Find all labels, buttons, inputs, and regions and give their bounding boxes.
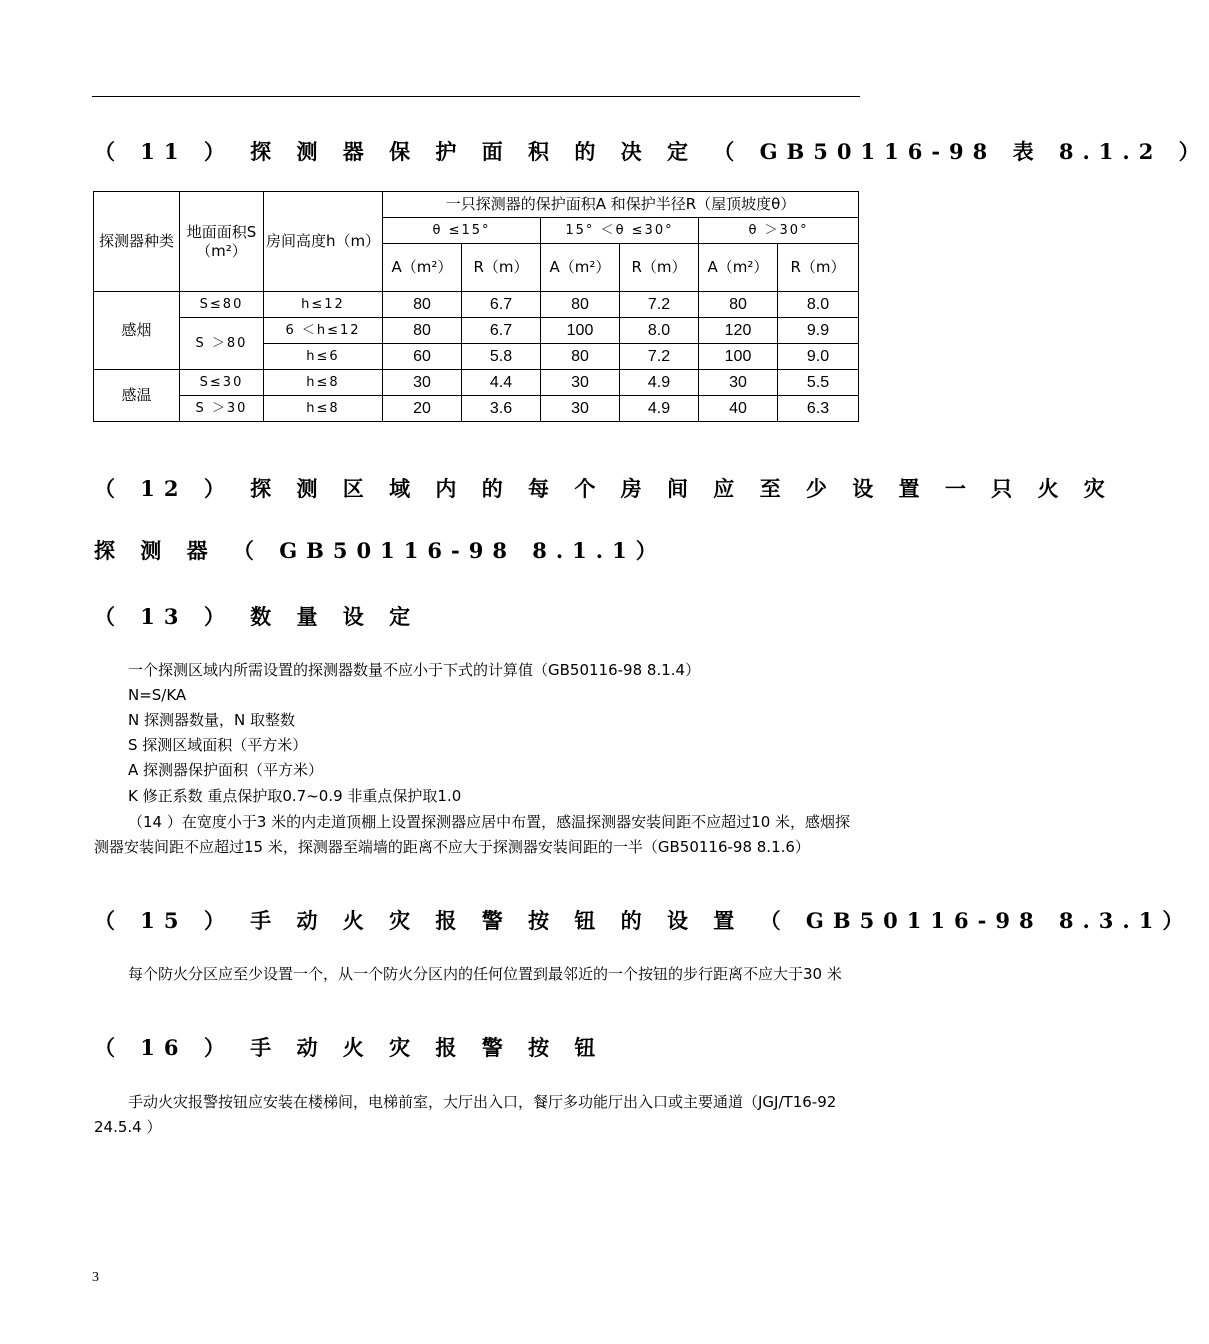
value-cell: 100 — [699, 344, 778, 370]
height-cell: h≤8 — [264, 396, 383, 422]
section-12-heading-cont: 探 测 器 （ GB50116-98 8.1.1） — [94, 538, 666, 563]
formula-intro: 一个探测区域内所需设置的探测器数量不应小于下式的计算值（GB50116-98 8.1.4） — [128, 661, 701, 679]
section-13-heading: （ 13 ） 数 量 设 定 — [94, 604, 420, 629]
col-header-r-unit: R（m） — [620, 244, 699, 292]
value-cell: 8.0 — [620, 318, 699, 344]
row-group-smoke: 感烟 — [94, 292, 180, 370]
col-header-a-unit: A（m²） — [699, 244, 778, 292]
value-cell: 3.6 — [462, 396, 541, 422]
col-header-floor-area: 地面面积S（m²） — [180, 192, 264, 292]
value-cell: 7.2 — [620, 292, 699, 318]
detector-protection-table — [93, 191, 859, 422]
col-header-angle-1: θ ≤15° — [383, 218, 541, 244]
value-cell: 5.5 — [778, 370, 859, 396]
value-cell: 6.7 — [462, 292, 541, 318]
col-header-r-unit: R（m） — [778, 244, 859, 292]
value-cell: 6.3 — [778, 396, 859, 422]
section-14-text: （14 ）在宽度小于3 米的内走道顶棚上设置探测器应居中布置，感温探测器安装间距不应超过10 米，感烟探测器安装间距不应超过15 米，探测器至端墙的距离不应大于探测器安装间距的一半（GB50116-98 8.1.6） — [94, 813, 851, 856]
section-16-text: 手动火灾报警按钮应安装在楼梯间，电梯前室，大厅出入口，餐厅多功能厅出入口或主要通道（JGJ/T16-92 24.5.4 ） — [94, 1093, 837, 1136]
value-cell: 5.8 — [462, 344, 541, 370]
value-cell: 80 — [383, 318, 462, 344]
col-header-a-unit: A（m²） — [541, 244, 620, 292]
value-cell: 9.0 — [778, 344, 859, 370]
header-rule — [92, 96, 860, 97]
value-cell: 30 — [541, 370, 620, 396]
area-cell: S≤30 — [180, 370, 264, 396]
value-cell: 4.9 — [620, 370, 699, 396]
value-cell: 20 — [383, 396, 462, 422]
height-cell: h≤6 — [264, 344, 383, 370]
definition-k: K 修正系数 重点保护取0.7~0.9 非重点保护取1.0 — [128, 787, 462, 805]
definition-n: N 探测器数量，N 取整数 — [128, 711, 295, 729]
section-16-heading: （ 16 ） 手 动 火 灾 报 警 按 钮 — [94, 1035, 605, 1060]
col-header-room-height: 房间高度h（m） — [264, 192, 383, 292]
height-cell: h≤8 — [264, 370, 383, 396]
section-15-heading: （ 15 ） 手 动 火 灾 报 警 按 钮 的 设 置 （ GB50116-98 8.3.1） — [94, 908, 1193, 933]
value-cell: 30 — [541, 396, 620, 422]
section-12-heading: （ 12 ） 探 测 区 域 内 的 每 个 房 间 应 至 少 设 置 一 只 火 灾 — [94, 476, 1114, 501]
row-group-heat: 感温 — [94, 370, 180, 422]
value-cell: 80 — [541, 344, 620, 370]
height-cell: 6 ＜h≤12 — [264, 318, 383, 344]
section-15-text: 每个防火分区应至少设置一个，从一个防火分区内的任何位置到最邻近的一个按钮的步行距离不应大于30 米 — [128, 965, 842, 983]
area-cell: S ＞30 — [180, 396, 264, 422]
col-header-a-unit: A（m²） — [383, 244, 462, 292]
value-cell: 4.4 — [462, 370, 541, 396]
value-cell: 80 — [699, 292, 778, 318]
page-number: 3 — [92, 1270, 99, 1285]
col-header-protection-group: 一只探测器的保护面积A 和保护半径R（屋顶坡度θ） — [383, 192, 859, 218]
height-cell: h≤12 — [264, 292, 383, 318]
definition-a: A 探测器保护面积（平方米） — [128, 761, 324, 779]
value-cell: 40 — [699, 396, 778, 422]
value-cell: 80 — [383, 292, 462, 318]
col-header-r-unit: R（m） — [462, 244, 541, 292]
formula: N=S/KA — [128, 686, 187, 704]
value-cell: 6.7 — [462, 318, 541, 344]
value-cell: 7.2 — [620, 344, 699, 370]
col-header-detector-type: 探测器种类 — [94, 192, 180, 292]
table-row — [94, 396, 859, 422]
table-row — [94, 318, 859, 344]
definition-s: S 探测区域面积（平方米） — [128, 736, 308, 754]
table-row — [94, 292, 859, 318]
area-cell: S ＞80 — [180, 318, 264, 370]
col-header-angle-2: 15° ＜θ ≤30° — [541, 218, 699, 244]
value-cell: 120 — [699, 318, 778, 344]
area-cell: S≤80 — [180, 292, 264, 318]
col-header-angle-3: θ ＞30° — [699, 218, 859, 244]
value-cell: 100 — [541, 318, 620, 344]
table-row — [94, 370, 859, 396]
value-cell: 30 — [383, 370, 462, 396]
value-cell: 80 — [541, 292, 620, 318]
value-cell: 30 — [699, 370, 778, 396]
value-cell: 4.9 — [620, 396, 699, 422]
value-cell: 9.9 — [778, 318, 859, 344]
section-11-heading: （ 11 ） 探 测 器 保 护 面 积 的 决 定 （ GB50116-98 表 8.1.2 ） — [94, 139, 1209, 164]
value-cell: 60 — [383, 344, 462, 370]
value-cell: 8.0 — [778, 292, 859, 318]
